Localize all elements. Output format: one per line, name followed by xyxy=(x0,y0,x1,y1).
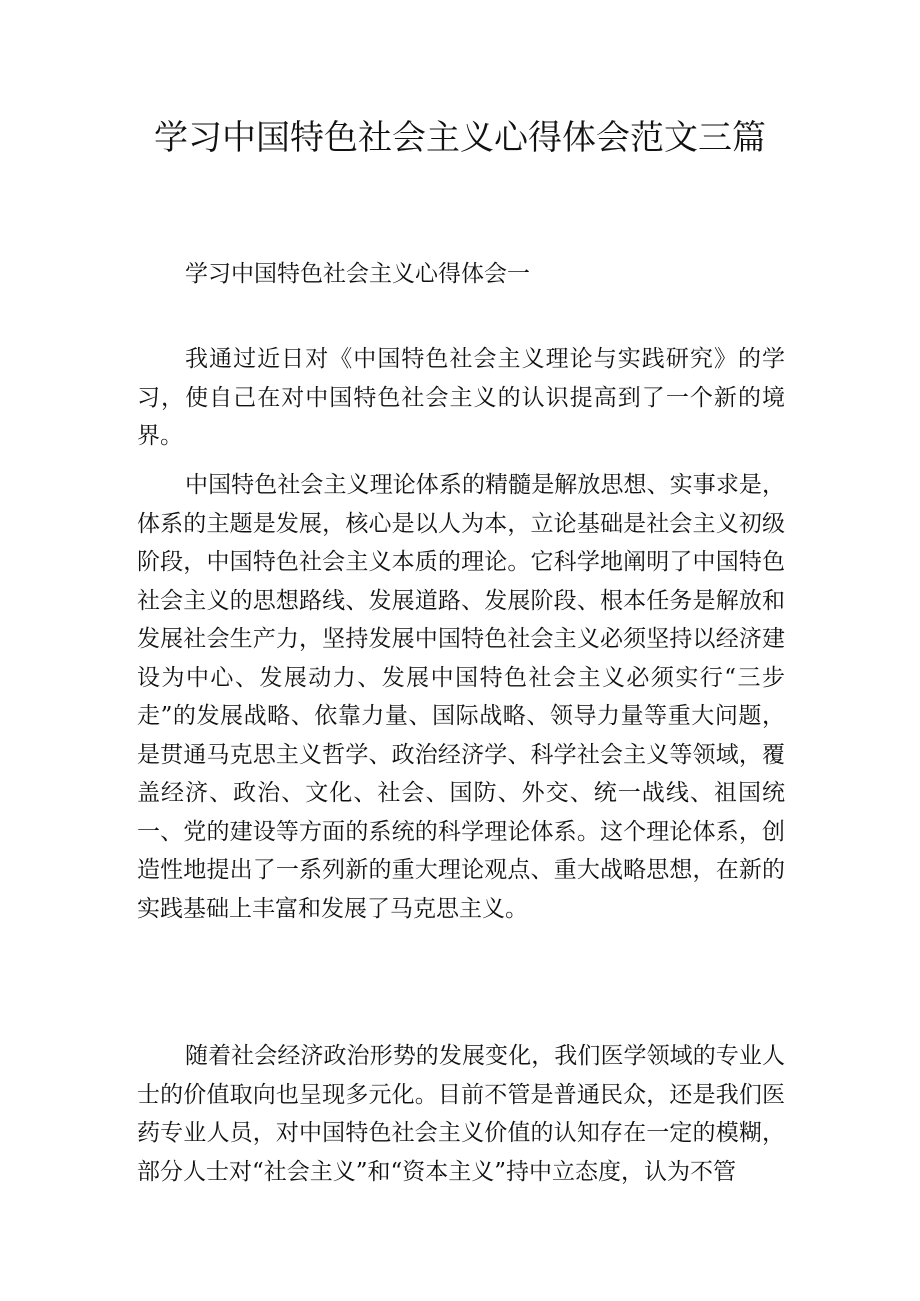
document-title: 学习中国特色社会主义心得体会范文三篇 xyxy=(154,118,766,158)
paragraph-3: 随着社会经济政治形势的发展变化，我们医学领域的专业人士的价值取向也呈现多元化。目前不管是普通民众，还是我们医药专业人员，对中国特色社会主义价值的认知存在一定的模糊，部分人士对“社会主义”和“资本主义”持中立态度，认为不管 xyxy=(137,1043,785,1185)
paragraph-2: 中国特色社会主义理论体系的精髓是解放思想、实事求是，体系的主题是发展，核心是以人为本，立论基础是社会主义初级阶段，中国特色社会主义本质的理论。它科学地阐明了中国特色社会主义的思想路线、发展道路、发展阶段、根本任务是解放和发展社会生产力，坚持发展中国特色社会主义必须坚持以经济建设为中心、发展动力、发展中国特色社会主义必须实行“三步走”的发展战略、依靠力量、国际战略、领导力量等重大问题，是贯通马克思主义哲学、政治经济学、科学社会主义等领域，覆盖经济、政治、文化、社会、国防、外交、统一战线、祖国统一、党的建设等方面的系统的科学理论体系。这个理论体系，创造性地提出了一系列新的重大理论观点、重大战略思想，在新的实践基础上丰富和发展了马克思主义。 xyxy=(137,472,785,922)
section-heading: 学习中国特色社会主义心得体会一 xyxy=(185,261,530,287)
paragraph-1: 我通过近日对《中国特色社会主义理论与实践研究》的学习，使自己在对中国特色社会主义的认识提高到了一个新的境界。 xyxy=(137,346,785,449)
